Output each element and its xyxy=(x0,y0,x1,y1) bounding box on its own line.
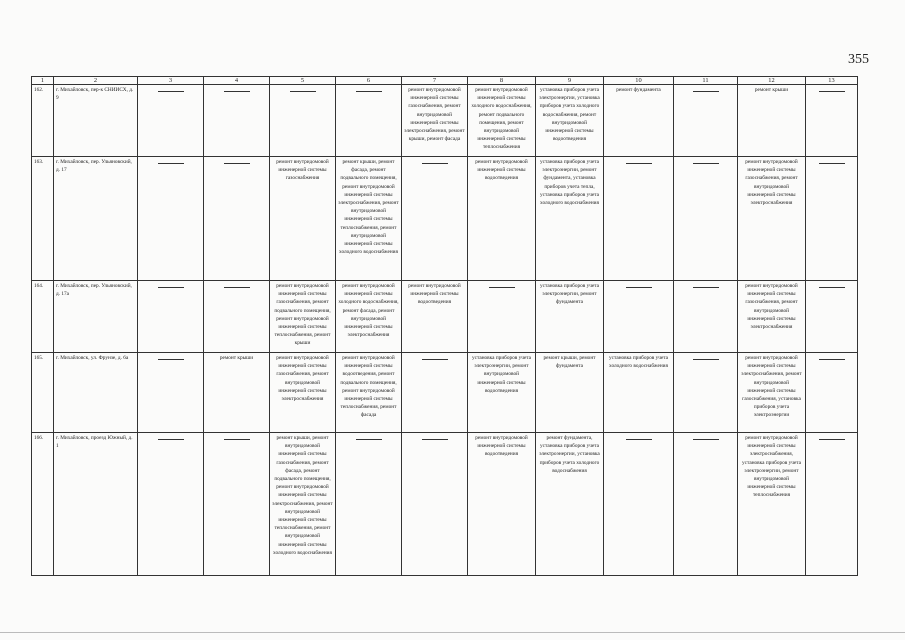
dash-mark xyxy=(422,439,448,440)
empty-cell xyxy=(138,281,204,353)
empty-cell xyxy=(402,433,468,576)
dash-mark xyxy=(158,439,184,440)
table-row xyxy=(32,157,858,281)
empty-cell xyxy=(402,353,468,433)
work-cell: ремонт внутридомовой инженерной системы водоотведения xyxy=(468,157,536,281)
address-cell: г. Михайловск, пер. Ульяновский, д. 17а xyxy=(54,281,138,353)
empty-cell xyxy=(806,281,858,353)
dash-mark xyxy=(158,91,184,92)
empty-cell xyxy=(674,433,738,576)
empty-cell xyxy=(468,281,536,353)
column-number: 6 xyxy=(336,77,402,85)
work-cell: ремонт внутридомовой инженерной системы газоснабжения, ремонт внутридомовой инженерной системы электроснабжения xyxy=(738,157,806,281)
dash-mark xyxy=(693,359,719,360)
column-number: 8 xyxy=(468,77,536,85)
dash-mark xyxy=(819,287,845,288)
empty-cell xyxy=(604,157,674,281)
work-cell: установка приборов учета электроэнергии, ремонт фундамента, установка приборов учета тепла, установка приборов учета холодного водоснабжения xyxy=(536,157,604,281)
row-number: 164. xyxy=(32,281,54,353)
dash-mark xyxy=(693,91,719,92)
column-number-row xyxy=(32,77,858,85)
scan-edge-line xyxy=(0,632,905,633)
dash-mark xyxy=(626,287,652,288)
work-cell: установка приборов учета холодного водоснабжения xyxy=(604,353,674,433)
empty-cell xyxy=(336,433,402,576)
empty-cell xyxy=(674,281,738,353)
work-cell: ремонт внутридомовой инженерной системы газоснабжения, ремонт внутридомовой инженерной системы электроснабжения, ремонт крыши, ремонт фасада xyxy=(402,85,468,157)
work-cell: ремонт крыши xyxy=(738,85,806,157)
work-cell: ремонт внутридомовой инженерной системы газоснабжения, ремонт подвального помещения, ремонт внутридомовой инженерной системы теплоснабжения, ремонт крыши xyxy=(270,281,336,353)
empty-cell xyxy=(402,157,468,281)
dash-mark xyxy=(158,163,184,164)
column-number: 2 xyxy=(54,77,138,85)
work-cell: ремонт крыши, ремонт фасада, ремонт подвального помещения, ремонт внутридомовой инженерной системы электроснабжения, ремонт внутридомовой инженерной системы теплоснабжения, ремонт внутридомовой инженерной системы холодного водоснабжения xyxy=(336,157,402,281)
work-cell: ремонт внутридомовой инженерной системы холодного водоснабжения, ремонт фасада, ремонт внутридомовой инженерной системы электроснабжения xyxy=(336,281,402,353)
work-cell: установка приборов учета электроэнергии, ремонт фундамента xyxy=(536,281,604,353)
empty-cell xyxy=(674,85,738,157)
empty-cell xyxy=(138,353,204,433)
address-cell: г. Михайловск, пер. Ульяновский, д. 17 xyxy=(54,157,138,281)
dash-mark xyxy=(224,163,250,164)
empty-cell xyxy=(806,85,858,157)
work-plan-table xyxy=(31,76,858,576)
empty-cell xyxy=(138,157,204,281)
empty-cell xyxy=(806,157,858,281)
dash-mark xyxy=(626,439,652,440)
dash-mark xyxy=(158,287,184,288)
work-cell: ремонт крыши, ремонт фундамента xyxy=(536,353,604,433)
empty-cell xyxy=(674,353,738,433)
empty-cell xyxy=(138,85,204,157)
empty-cell xyxy=(336,85,402,157)
dash-mark xyxy=(422,359,448,360)
column-number: 13 xyxy=(806,77,858,85)
work-cell: установка приборов учета электроэнергии, ремонт внутридомовой инженерной системы водоотведения xyxy=(468,353,536,433)
work-cell: ремонт фундамента xyxy=(604,85,674,157)
work-cell: ремонт внутридомовой инженерной системы водоотведения xyxy=(468,433,536,576)
address-cell: г. Михайловск, ул. Фрунзе, д. 6а xyxy=(54,353,138,433)
empty-cell xyxy=(204,157,270,281)
dash-mark xyxy=(224,287,250,288)
dash-mark xyxy=(693,287,719,288)
dash-mark xyxy=(158,359,184,360)
work-cell: ремонт внутридомовой инженерной системы электроснабжения, ремонт внутридомовой инженерной системы газоснабжения, установка приборов учета электроэнергии xyxy=(738,353,806,433)
dash-mark xyxy=(224,439,250,440)
column-number: 3 xyxy=(138,77,204,85)
work-cell: ремонт внутридомовой инженерной системы водоотведения, ремонт подвального помещения, ремонт внутридомовой инженерной системы теплоснабжения, ремонт фасада xyxy=(336,353,402,433)
table-row xyxy=(32,433,858,576)
dash-mark xyxy=(356,91,382,92)
empty-cell xyxy=(270,85,336,157)
column-number: 4 xyxy=(204,77,270,85)
page-number: 355 xyxy=(848,52,869,67)
empty-cell xyxy=(204,433,270,576)
dash-mark xyxy=(356,439,382,440)
work-cell: ремонт внутридомовой инженерной системы холодного водоснабжения, ремонт подвального помещения, ремонт внутридомовой инженерной системы теплоснабжения xyxy=(468,85,536,157)
dash-mark xyxy=(224,91,250,92)
row-number: 166. xyxy=(32,433,54,576)
column-number: 11 xyxy=(674,77,738,85)
work-cell: ремонт внутридомовой инженерной системы водоотведения xyxy=(402,281,468,353)
column-number: 12 xyxy=(738,77,806,85)
empty-cell xyxy=(604,281,674,353)
table-row xyxy=(32,281,858,353)
dash-mark xyxy=(489,287,515,288)
row-number: 162. xyxy=(32,85,54,157)
empty-cell xyxy=(604,433,674,576)
dash-mark xyxy=(819,91,845,92)
dash-mark xyxy=(693,439,719,440)
work-cell: установка приборов учета электроэнергии, установка приборов учета холодного водоснабжения, ремонт внутридомовой инженерной системы водоотведения xyxy=(536,85,604,157)
dash-mark xyxy=(626,163,652,164)
dash-mark xyxy=(819,359,845,360)
work-cell: ремонт внутридомовой инженерной системы газоснабжения, ремонт внутридомовой инженерной системы электроснабжения xyxy=(270,353,336,433)
empty-cell xyxy=(138,433,204,576)
address-cell: г. Михайловск, проезд Южный, д. 1 xyxy=(54,433,138,576)
row-number: 163. xyxy=(32,157,54,281)
empty-cell xyxy=(806,433,858,576)
work-cell: ремонт внутридомовой инженерной системы газоснабжения xyxy=(270,157,336,281)
work-cell: ремонт внутридомовой инженерной системы электроснабжения, установка приборов учета электроэнергии, ремонт внутридомовой инженерной системы теплоснабжения xyxy=(738,433,806,576)
row-number: 165. xyxy=(32,353,54,433)
column-number: 10 xyxy=(604,77,674,85)
dash-mark xyxy=(290,91,316,92)
address-cell: г. Михайловск, пер-к СНИИСХ, д. 9 xyxy=(54,85,138,157)
empty-cell xyxy=(204,281,270,353)
work-cell: ремонт крыши, ремонт внутридомовой инженерной системы газоснабжения, ремонт фасада, ремонт подвального помещения, ремонт внутридомовой инженерной системы электроснабжения, ремонт внутридомовой инженерной системы теплоснабжения, ремонт внутридомовой инженерной системы холодного водоснабжения xyxy=(270,433,336,576)
empty-cell xyxy=(806,353,858,433)
column-number: 1 xyxy=(32,77,54,85)
dash-mark xyxy=(422,163,448,164)
dash-mark xyxy=(693,163,719,164)
column-number: 5 xyxy=(270,77,336,85)
column-number: 7 xyxy=(402,77,468,85)
work-cell: ремонт фундамента, установка приборов учета электроэнергии, установка приборов учета холодного водоснабжения xyxy=(536,433,604,576)
table-row xyxy=(32,353,858,433)
work-cell: ремонт внутридомовой инженерной системы газоснабжения, ремонт внутридомовой инженерной системы электроснабжения xyxy=(738,281,806,353)
column-number: 9 xyxy=(536,77,604,85)
empty-cell xyxy=(204,85,270,157)
table-row xyxy=(32,85,858,157)
dash-mark xyxy=(819,439,845,440)
dash-mark xyxy=(819,163,845,164)
work-cell: ремонт крыши xyxy=(204,353,270,433)
empty-cell xyxy=(674,157,738,281)
